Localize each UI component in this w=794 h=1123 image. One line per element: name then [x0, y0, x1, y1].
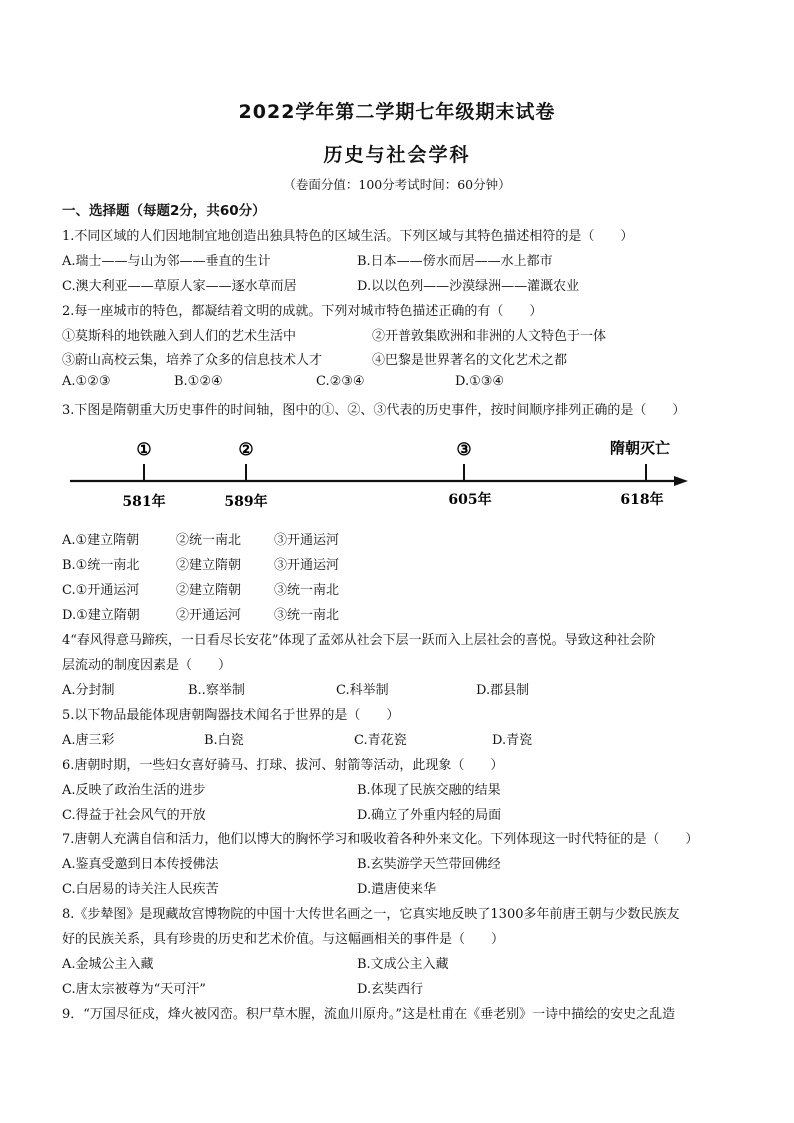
q7-stem: 7.唐朝人充满自信和活力，他们以博大的胸怀学习和吸收着各种外来文化。下列体现这一时代特征的是（ ）	[62, 832, 699, 847]
q4-option-c: C.科举制	[336, 683, 389, 698]
q6-option-d: D.确立了外重内轻的局面	[357, 808, 502, 823]
q4-option-a: A.分封制	[62, 683, 115, 698]
timeline-year-581: 581年	[122, 494, 166, 510]
q6-option-b: B.体现了民族交融的结果	[357, 783, 501, 798]
q7-option-d: D.遣唐使来华	[357, 882, 437, 897]
q3-option-b-3: ③开通运河	[274, 558, 340, 573]
q8-option-c: C.唐太宗被尊为“天可汗”	[62, 982, 206, 997]
q1-option-c: C.澳大利亚——草原人家——逐水草而居	[62, 279, 297, 294]
q2-statement-3: ③蔚山高校云集，培养了众多的信息技术人才	[62, 353, 323, 368]
q1-stem: 1.不同区域的人们因地制宜地创造出独具特色的区域生活。下列区域与其特色描述相符的是（ ）	[62, 229, 634, 244]
q4-stem-line2: 层流动的制度因素是（ ）	[62, 658, 232, 673]
timeline-mark-1: ①	[136, 440, 152, 460]
timeline-year-589: 589年	[224, 494, 268, 510]
q8-stem-line1: 8.《步辇图》是现藏故宫博物院的中国十大传世名画之一，它真实地反映了1300多年前唐王朝与少数民族友	[62, 907, 680, 922]
exam-title: 2022学年第二学期七年级期末试卷	[238, 101, 556, 123]
q3-option-b: B.①统一南北	[62, 558, 140, 573]
q8-option-b: B.文成公主入藏	[357, 957, 449, 972]
q7-option-a: A.鉴真受邀到日本传授佛法	[62, 857, 219, 872]
timeline-year-605: 605年	[448, 492, 492, 508]
q3-option-c-3: ③统一南北	[274, 583, 340, 598]
q3-option-d: D.①建立隋朝	[62, 608, 140, 623]
q7-option-c: C.白居易的诗关注人民疾苦	[62, 882, 219, 897]
q1-option-a: A.瑞士——与山为邻——垂直的生计	[62, 254, 271, 269]
q2-stem: 2.每一座城市的特色，都凝结着文明的成就。下列对城市特色描述正确的有（ ）	[62, 304, 543, 319]
exam-subject: 历史与社会学科	[323, 144, 471, 166]
q1-option-b: B.日本——傍水而居——水上都市	[357, 254, 553, 269]
q8-stem-line2: 好的民族关系，具有珍贵的历史和艺术价值。与这幅画相关的事件是（ ）	[62, 932, 505, 947]
q3-option-c: C.①开通运河	[62, 583, 140, 598]
q1-option-d: D.以以色列——沙漠绿洲——灌溉农业	[357, 279, 580, 294]
q3-option-d-3: ③统一南北	[274, 608, 340, 623]
q2-option-a: A.①②③	[62, 374, 111, 389]
q3-stem: 3.下图是隋朝重大历史事件的时间轴，图中的①、②、③代表的历史事件，按时间顺序排列正确的是（ ）	[62, 403, 686, 418]
q3-option-a-3: ③开通运河	[274, 533, 340, 548]
q3-option-d-2: ②开通运河	[176, 608, 242, 623]
q2-option-d: D.①③④	[455, 374, 505, 389]
exam-info: （卷面分值：100分考试时间：60分钟）	[283, 177, 511, 192]
timeline-figure	[66, 428, 696, 528]
arrow-head-icon	[674, 476, 688, 486]
timeline-mark-2: ②	[238, 440, 254, 460]
q5-option-d: D.青瓷	[492, 733, 533, 748]
q5-option-c: C.青花瓷	[354, 733, 407, 748]
q7-option-b: B.玄奘游学天竺带回佛经	[357, 857, 501, 872]
q5-stem: 5.以下物品最能体现唐朝陶器技术闻名于世界的是（ ）	[62, 708, 400, 723]
q4-option-b: B..察举制	[188, 683, 245, 698]
q3-option-c-2: ②建立隋朝	[176, 583, 242, 598]
q3-option-a-2: ②统一南北	[176, 533, 242, 548]
q5-option-a: A.唐三彩	[62, 733, 115, 748]
q3-option-a: A.①建立隋朝	[62, 533, 140, 548]
q4-option-d: D.郡县制	[476, 683, 530, 698]
q2-option-c: C.②③④	[316, 374, 365, 389]
q5-option-b: B.白瓷	[204, 733, 244, 748]
q2-statement-1: ①莫斯科的地铁融入到人们的艺术生活中	[62, 329, 297, 344]
q9-stem-line1: 9．“万国尽征戍，烽火被冈峦。积尸草木腥，流血川原舟。”这是杜甫在《垂老别》一诗中描绘的安史之乱造	[62, 1007, 676, 1022]
q6-option-a: A.反映了政治生活的进步	[62, 783, 206, 798]
q4-stem-line1: 4“春风得意马蹄疾，一日看尽长安花”体现了孟郊从社会下层一跃而入上层社会的喜悦。导致这种社会阶	[62, 633, 656, 648]
q2-option-b: B.①②④	[174, 374, 223, 389]
q2-statement-2: ②开普敦集欧洲和非洲的人文特色于一体	[372, 329, 607, 344]
section-heading: 一、选择题（每题2分，共60分）	[62, 203, 266, 219]
timeline-mark-sui-fall: 隋朝灭亡	[609, 439, 671, 457]
q2-statement-4: ④巴黎是世界著名的文化艺术之都	[372, 353, 568, 368]
q8-option-d: D.玄奘西行	[357, 982, 424, 997]
timeline-mark-3: ③	[456, 440, 472, 460]
timeline-year-618: 618年	[620, 492, 664, 508]
q3-option-b-2: ②建立隋朝	[176, 558, 242, 573]
q6-stem: 6.唐朝时期，一些妇女喜好骑马、打球、拔河、射箭等活动，此现象（ ）	[62, 758, 504, 773]
q6-option-c: C.得益于社会风气的开放	[62, 808, 206, 823]
q8-option-a: A.金城公主入藏	[62, 957, 154, 972]
